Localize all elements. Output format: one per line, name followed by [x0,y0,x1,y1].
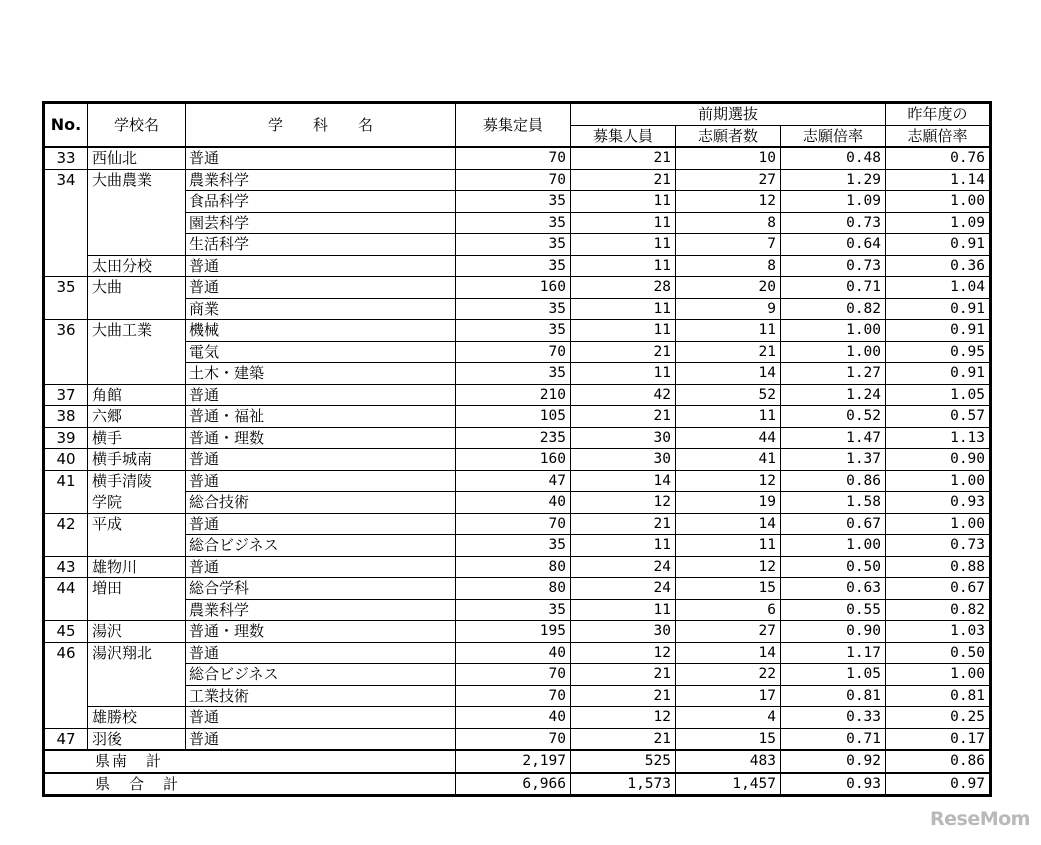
cell-school: 平成 [88,513,186,535]
cell-applicants: 14 [676,363,781,385]
cell-capacity: 70 [456,341,571,363]
cell-recruit: 11 [571,255,676,277]
cell-school: 大曲 [88,277,186,299]
table-row [44,234,991,256]
cell-applicants: 11 [676,406,781,428]
cell-school: 横手清陵 [88,470,186,492]
cell-recruit: 11 [571,363,676,385]
cell-prev-ratio: 0.50 [886,642,991,664]
cell-school [88,191,186,213]
table-row [44,642,991,664]
cell-applicants: 12 [676,470,781,492]
cell-dept: 普通 [186,642,456,664]
cell-dept: 園芸科学 [186,212,456,234]
cell-no: 43 [44,556,88,578]
cell-prev-ratio: 1.00 [886,470,991,492]
cell-prev-ratio: 0.17 [886,728,991,750]
cell-no: 41 [44,470,88,492]
cell-recruit: 11 [571,535,676,557]
cell-recruit: 21 [571,513,676,535]
cell-dept: 農業科学 [186,599,456,621]
cell-no [44,234,88,256]
cell-applicants: 11 [676,535,781,557]
cell-ratio: 0.86 [781,470,886,492]
table-row [44,578,991,600]
cell-prev-ratio: 0.81 [886,685,991,707]
cell-ratio: 1.37 [781,449,886,471]
cell-dept: 食品科学 [186,191,456,213]
cell-capacity: 70 [456,664,571,686]
cell-no: 39 [44,427,88,449]
cell-school [88,535,186,557]
cell-recruit: 21 [571,341,676,363]
cell-applicants: 20 [676,277,781,299]
cell-recruit: 42 [571,384,676,406]
total-label: 県南 計 [44,750,456,773]
cell-capacity: 35 [456,298,571,320]
cell-no: 35 [44,277,88,299]
cell-prev-ratio: 0.93 [886,492,991,514]
cell-school: 大曲工業 [88,320,186,342]
cell-prev-ratio: 0.36 [886,255,991,277]
cell-school [88,212,186,234]
cell-prev-ratio: 0.88 [886,556,991,578]
total-row [44,750,991,773]
cell-applicants: 12 [676,191,781,213]
cell-dept: 普通 [186,147,456,169]
total-cell-applicants: 483 [676,750,781,773]
cell-applicants: 11 [676,320,781,342]
total-cell-applicants: 1,457 [676,773,781,796]
cell-school: 横手城南 [88,449,186,471]
table-row [44,427,991,449]
cell-applicants: 44 [676,427,781,449]
cell-dept: 総合技術 [186,492,456,514]
cell-prev-ratio: 1.00 [886,664,991,686]
cell-recruit: 11 [571,320,676,342]
cell-capacity: 35 [456,191,571,213]
cell-dept: 普通 [186,556,456,578]
header-dept: 学 科 名 [186,103,456,148]
cell-applicants: 6 [676,599,781,621]
cell-ratio: 0.73 [781,212,886,234]
cell-applicants: 12 [676,556,781,578]
table-row [44,535,991,557]
cell-ratio: 0.67 [781,513,886,535]
cell-prev-ratio: 0.91 [886,363,991,385]
cell-prev-ratio: 1.05 [886,384,991,406]
cell-dept: 普通 [186,255,456,277]
cell-recruit: 11 [571,298,676,320]
cell-prev-ratio: 0.90 [886,449,991,471]
cell-dept: 工業技術 [186,685,456,707]
table-row [44,621,991,643]
table-body [44,147,991,796]
cell-capacity: 35 [456,535,571,557]
cell-prev-ratio: 0.91 [886,298,991,320]
cell-recruit: 24 [571,556,676,578]
cell-no [44,191,88,213]
cell-no: 45 [44,621,88,643]
cell-ratio: 1.58 [781,492,886,514]
cell-school [88,664,186,686]
cell-ratio: 0.82 [781,298,886,320]
cell-recruit: 11 [571,212,676,234]
cell-applicants: 8 [676,212,781,234]
cell-applicants: 27 [676,169,781,191]
table-row [44,277,991,299]
total-cell-ratio: 0.92 [781,750,886,773]
cell-recruit: 14 [571,470,676,492]
cell-capacity: 70 [456,513,571,535]
cell-ratio: 0.90 [781,621,886,643]
header-early-ratio: 志願倍率 [781,125,886,147]
cell-dept: 総合ビジネス [186,535,456,557]
table-row [44,320,991,342]
cell-prev-ratio: 1.00 [886,513,991,535]
header-capacity: 募集定員 [456,103,571,148]
cell-prev-ratio: 1.14 [886,169,991,191]
cell-capacity: 235 [456,427,571,449]
cell-prev-ratio: 0.57 [886,406,991,428]
cell-ratio: 1.00 [781,341,886,363]
total-cell-ratio: 0.93 [781,773,886,796]
resemom-watermark: ReseMom [930,808,1030,830]
cell-dept: 普通 [186,728,456,750]
cell-ratio: 0.52 [781,406,886,428]
cell-recruit: 11 [571,191,676,213]
cell-recruit: 21 [571,685,676,707]
cell-recruit: 21 [571,147,676,169]
total-cell-prev-ratio: 0.86 [886,750,991,773]
cell-dept: 電気 [186,341,456,363]
cell-recruit: 12 [571,642,676,664]
cell-dept: 普通 [186,707,456,729]
cell-dept: 総合ビジネス [186,664,456,686]
table-row [44,664,991,686]
cell-no: 47 [44,728,88,750]
cell-school: 太田分校 [88,255,186,277]
total-cell-capacity: 2,197 [456,750,571,773]
cell-school: 湯沢翔北 [88,642,186,664]
cell-ratio: 0.64 [781,234,886,256]
cell-ratio: 0.33 [781,707,886,729]
cell-dept: 生活科学 [186,234,456,256]
cell-prev-ratio: 1.04 [886,277,991,299]
header-prev-ratio-line2: 志願倍率 [886,125,991,147]
cell-ratio: 1.00 [781,535,886,557]
header-early-recruit: 募集人員 [571,125,676,147]
cell-recruit: 30 [571,449,676,471]
table-row [44,169,991,191]
cell-capacity: 70 [456,147,571,169]
cell-capacity: 40 [456,642,571,664]
cell-no: 44 [44,578,88,600]
cell-no: 38 [44,406,88,428]
cell-applicants: 52 [676,384,781,406]
cell-school [88,363,186,385]
header-early-applicants: 志願者数 [676,125,781,147]
cell-ratio: 0.71 [781,728,886,750]
cell-no [44,212,88,234]
cell-capacity: 35 [456,599,571,621]
cell-no [44,707,88,729]
cell-no [44,664,88,686]
table-row [44,449,991,471]
cell-recruit: 24 [571,578,676,600]
cell-dept: 商業 [186,298,456,320]
cell-prev-ratio: 1.03 [886,621,991,643]
table-row [44,384,991,406]
cell-capacity: 47 [456,470,571,492]
cell-ratio: 1.47 [781,427,886,449]
cell-applicants: 41 [676,449,781,471]
table-row [44,556,991,578]
table-row [44,363,991,385]
cell-dept: 普通・福祉 [186,406,456,428]
cell-applicants: 10 [676,147,781,169]
table-row [44,298,991,320]
cell-ratio: 0.71 [781,277,886,299]
table-header [44,103,991,148]
cell-recruit: 21 [571,169,676,191]
total-cell-prev-ratio: 0.97 [886,773,991,796]
cell-capacity: 35 [456,234,571,256]
cell-dept: 機械 [186,320,456,342]
cell-dept: 普通・理数 [186,427,456,449]
cell-school [88,599,186,621]
cell-no [44,363,88,385]
cell-applicants: 9 [676,298,781,320]
cell-capacity: 70 [456,169,571,191]
cell-no [44,599,88,621]
cell-recruit: 30 [571,621,676,643]
cell-prev-ratio: 1.09 [886,212,991,234]
cell-ratio: 0.55 [781,599,886,621]
cell-capacity: 80 [456,556,571,578]
cell-no [44,685,88,707]
cell-no: 42 [44,513,88,535]
cell-capacity: 35 [456,255,571,277]
cell-recruit: 21 [571,664,676,686]
cell-school: 横手 [88,427,186,449]
cell-capacity: 70 [456,728,571,750]
cell-no: 36 [44,320,88,342]
cell-capacity: 35 [456,212,571,234]
cell-no [44,492,88,514]
cell-ratio: 0.73 [781,255,886,277]
cell-applicants: 17 [676,685,781,707]
cell-ratio: 0.81 [781,685,886,707]
table-row [44,191,991,213]
cell-capacity: 70 [456,685,571,707]
cell-ratio: 1.17 [781,642,886,664]
cell-applicants: 22 [676,664,781,686]
cell-no [44,298,88,320]
total-label: 県 合 計 [44,773,456,796]
cell-school [88,341,186,363]
cell-capacity: 195 [456,621,571,643]
cell-ratio: 1.05 [781,664,886,686]
cell-dept: 普通 [186,277,456,299]
cell-dept: 総合学科 [186,578,456,600]
header-prev-ratio-line1: 昨年度の [886,103,991,126]
cell-applicants: 27 [676,621,781,643]
total-cell-capacity: 6,966 [456,773,571,796]
cell-prev-ratio: 0.91 [886,234,991,256]
cell-school: 大曲農業 [88,169,186,191]
table-row [44,707,991,729]
cell-ratio: 1.29 [781,169,886,191]
table-row [44,513,991,535]
cell-school: 六郷 [88,406,186,428]
cell-no: 34 [44,169,88,191]
cell-school: 雄勝校 [88,707,186,729]
cell-no [44,341,88,363]
cell-school: 増田 [88,578,186,600]
table-row [44,599,991,621]
table-row [44,492,991,514]
cell-recruit: 11 [571,599,676,621]
cell-prev-ratio: 0.82 [886,599,991,621]
cell-recruit: 28 [571,277,676,299]
cell-dept: 土木・建築 [186,363,456,385]
cell-ratio: 1.09 [781,191,886,213]
cell-school: 雄物川 [88,556,186,578]
cell-dept: 普通 [186,449,456,471]
total-cell-recruit: 1,573 [571,773,676,796]
cell-applicants: 19 [676,492,781,514]
cell-dept: 普通 [186,513,456,535]
cell-capacity: 40 [456,492,571,514]
table-row [44,255,991,277]
cell-prev-ratio: 0.91 [886,320,991,342]
table-row [44,341,991,363]
cell-applicants: 7 [676,234,781,256]
cell-prev-ratio: 0.67 [886,578,991,600]
cell-applicants: 14 [676,513,781,535]
cell-prev-ratio: 0.25 [886,707,991,729]
cell-dept: 農業科学 [186,169,456,191]
cell-no [44,535,88,557]
cell-recruit: 12 [571,492,676,514]
cell-recruit: 11 [571,234,676,256]
cell-prev-ratio: 0.73 [886,535,991,557]
cell-capacity: 35 [456,320,571,342]
total-row [44,773,991,796]
table-row [44,406,991,428]
cell-capacity: 160 [456,277,571,299]
cell-applicants: 15 [676,728,781,750]
cell-ratio: 1.27 [781,363,886,385]
table-row [44,212,991,234]
header-school: 学校名 [88,103,186,148]
cell-capacity: 210 [456,384,571,406]
table-row [44,685,991,707]
cell-capacity: 80 [456,578,571,600]
cell-dept: 普通 [186,384,456,406]
cell-school [88,298,186,320]
cell-no: 33 [44,147,88,169]
cell-applicants: 15 [676,578,781,600]
cell-school: 湯沢 [88,621,186,643]
cell-dept: 普通・理数 [186,621,456,643]
cell-no: 37 [44,384,88,406]
cell-ratio: 0.50 [781,556,886,578]
cell-prev-ratio: 1.00 [886,191,991,213]
cell-prev-ratio: 1.13 [886,427,991,449]
cell-applicants: 4 [676,707,781,729]
cell-prev-ratio: 0.76 [886,147,991,169]
cell-school: 西仙北 [88,147,186,169]
cell-school [88,234,186,256]
cell-recruit: 12 [571,707,676,729]
cell-school: 角館 [88,384,186,406]
cell-school [88,685,186,707]
cell-no: 40 [44,449,88,471]
admissions-table [42,101,992,797]
total-cell-recruit: 525 [571,750,676,773]
cell-dept: 普通 [186,470,456,492]
cell-recruit: 21 [571,406,676,428]
cell-recruit: 21 [571,728,676,750]
header-no: No. [44,103,88,148]
cell-capacity: 40 [456,707,571,729]
table-row [44,470,991,492]
cell-capacity: 35 [456,363,571,385]
cell-ratio: 0.63 [781,578,886,600]
cell-capacity: 105 [456,406,571,428]
cell-no: 46 [44,642,88,664]
cell-prev-ratio: 0.95 [886,341,991,363]
cell-ratio: 0.48 [781,147,886,169]
cell-school: 羽後 [88,728,186,750]
cell-school: 学院 [88,492,186,514]
cell-applicants: 8 [676,255,781,277]
cell-ratio: 1.24 [781,384,886,406]
cell-applicants: 14 [676,642,781,664]
cell-applicants: 21 [676,341,781,363]
header-early-selection: 前期選抜 [571,103,886,126]
admissions-table-sheet [42,101,989,797]
table-row [44,147,991,169]
cell-ratio: 1.00 [781,320,886,342]
cell-no [44,255,88,277]
cell-capacity: 160 [456,449,571,471]
table-row [44,728,991,750]
cell-recruit: 30 [571,427,676,449]
